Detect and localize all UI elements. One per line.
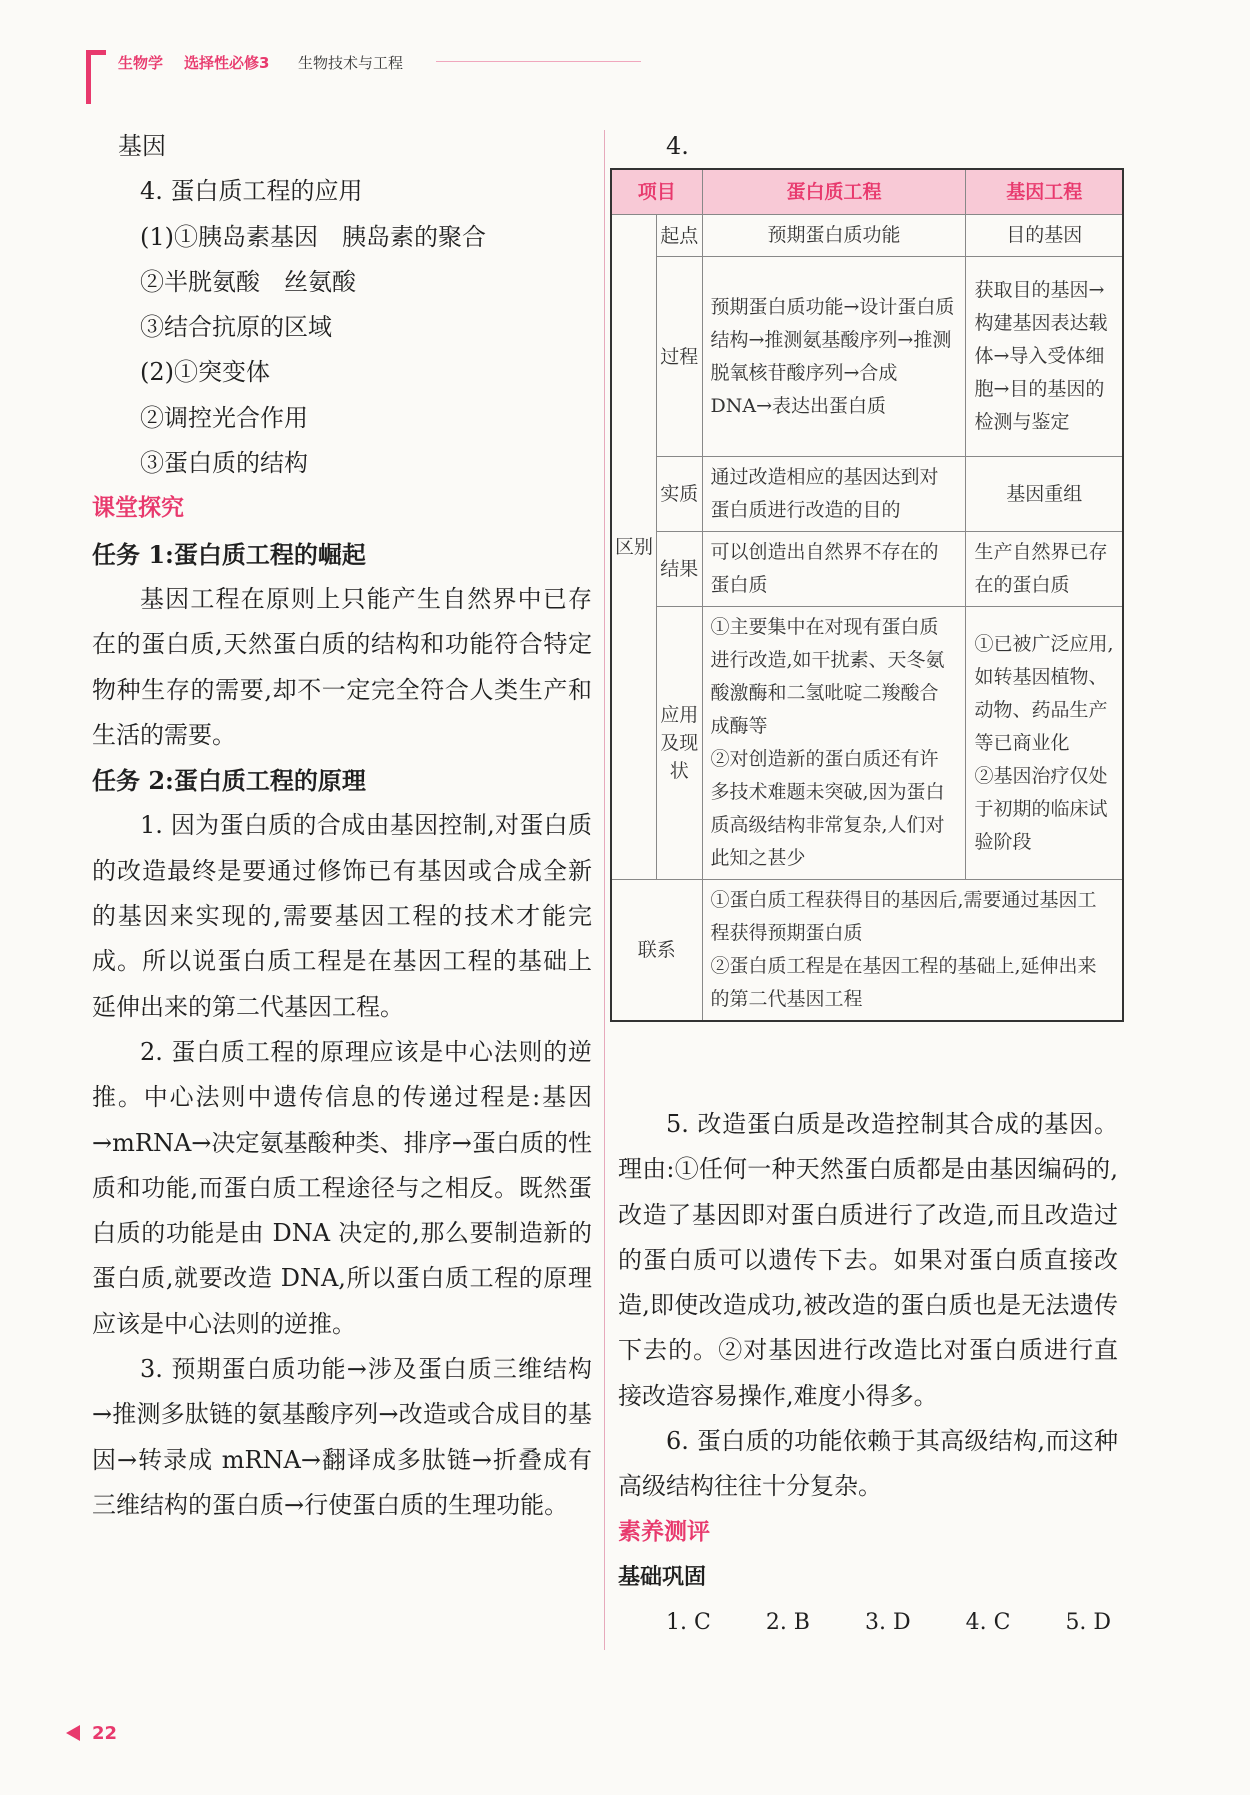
paragraph: 2. 蛋白质工程的原理应该是中心法则的逆推。中心法则中遗传信息的传递过程是:基因→mRNA→决定氨基酸种类、排序→蛋白质的性质和功能,而蛋白质工程途径与之相反。既然蛋白质的功能是由 DNA 决定的,那么要制造新的蛋白质,就要改造 DNA,所以蛋白质工程的原理应该是中心法则的逆推。 [92,1037,592,1338]
protein-cell: 预期蛋白质功能 [702,215,966,257]
text-line: (1)①胰岛素基因 胰岛素的聚合 [140,222,486,251]
table-row [611,532,1123,607]
protein-cell: 预期蛋白质功能→设计蛋白质结构→推测氨基酸序列→推测脱氧核苷酸序列→合成 DNA→表达出蛋白质 [702,257,966,457]
answer-item: 5. D [1065,1610,1112,1636]
header-accent-tick [86,50,106,55]
right-column [618,124,1118,169]
link-label: 联系 [611,880,702,1022]
answer-item: 1. C [666,1610,711,1636]
gene-cell: 基因重组 [966,457,1123,532]
right-column-lower [618,1102,1118,1646]
left-column [92,124,592,1528]
table-header-row [611,169,1123,215]
table-row [611,607,1123,880]
header-course: 选择性必修3 [184,54,270,72]
answer-item: 2. B [765,1610,810,1636]
section-heading: 素养测评 [618,1518,710,1545]
protein-cell: 可以创造出自然界不存在的蛋白质 [702,532,966,607]
page-marker-icon [66,1725,80,1741]
row-label: 结果 [657,532,703,607]
task-title: 任务 2:蛋白质工程的原理 [92,766,366,796]
protein-cell: 通过改造相应的基因达到对蛋白质进行改造的目的 [702,457,966,532]
comparison-table [610,168,1124,1022]
header-subject: 生物学 [118,54,164,72]
section-heading: 课堂探究 [92,495,184,522]
text-line: ③蛋白质的结构 [140,449,308,478]
page-number [66,1723,117,1744]
page-header [86,48,566,108]
protein-cell: ①主要集中在对现有蛋白质进行改造,如干扰素、天冬氨酸激酶和二氢吡啶二羧酸合成酶等 ②对创造新的蛋白质还有许多技术难题未突破,因为蛋白质高级结构非常复杂,人们对此知之甚少 [702,607,966,880]
gene-cell: ①已被广泛应用,如转基因植物、动物、药品生产等已商业化 ②基因治疗仅处于初期的临床试验阶段 [966,607,1123,880]
paragraph: 1. 因为蛋白质的合成由基因控制,对蛋白质的改造最终是要通过修饰已有基因或合成全新的基因来实现的,需要基因工程的技术才能完成。所以说蛋白质工程是在基因工程的基础上延伸出来的第二代基因工程。 [92,811,592,1021]
table-header-cell: 蛋白质工程 [702,169,966,215]
answer-list [618,1600,1118,1645]
gene-cell: 目的基因 [966,215,1123,257]
answer-item: 3. D [864,1610,911,1636]
paragraph: 3. 预期蛋白质功能→涉及蛋白质三维结构→推测多肽链的氨基酸序列→改造或合成目的基因→转录成 mRNA→翻译成多肽链→折叠成有三维结构的蛋白质→行使蛋白质的生理功能。 [92,1355,592,1519]
text-line: 基因 [118,132,166,160]
link-cell: ①蛋白质工程获得目的基因后,需要通过基因工程获得预期蛋白质 ②蛋白质工程是在基因工程的基础上,延伸出来的第二代基因工程 [702,880,1123,1022]
item-number: 4. [666,132,689,160]
group-label: 区别 [611,215,657,880]
table-row [611,215,1123,257]
text-line: (2)①突变体 [140,358,270,387]
table-row [611,257,1123,457]
column-divider [604,130,605,1650]
page-number-text: 22 [92,1723,118,1744]
header-topic: 生物技术与工程 [298,54,404,72]
row-label: 过程 [657,257,703,457]
row-label: 应用及现状 [657,607,703,880]
table-header-cell: 基因工程 [966,169,1123,215]
row-label: 实质 [657,457,703,532]
text-line: ②调控光合作用 [140,403,308,432]
row-label: 起点 [657,215,703,257]
text-line: ③结合抗原的区域 [140,313,332,342]
answer-item: 4. C [965,1610,1011,1636]
paragraph: 6. 蛋白质的功能依赖于其高级结构,而这种高级结构往往十分复杂。 [618,1427,1118,1501]
text-line: 4. 蛋白质工程的应用 [140,177,363,206]
table-row [611,457,1123,532]
header-accent-bar [86,50,91,104]
table-header-cell: 项目 [611,169,702,215]
header-rule [436,61,641,62]
text-line: ②半胱氨酸 丝氨酸 [140,267,356,296]
subheading: 基础巩固 [618,1564,707,1590]
gene-cell: 获取目的基因→构建基因表达载体→导入受体细胞→目的基因的检测与鉴定 [966,257,1123,457]
table-row [611,880,1123,1022]
task-title: 任务 1:蛋白质工程的崛起 [92,539,366,569]
gene-cell: 生产自然界已存在的蛋白质 [966,532,1123,607]
paragraph: 5. 改造蛋白质是改造控制其合成的基因。理由:①任何一种天然蛋白质都是由基因编码的,改造了基因即对蛋白质进行了改造,而且改造过的蛋白质可以遗传下去。如果对蛋白质直接改造,即使改造成功,被改造的蛋白质也是无法遗传下去的。②对基因进行改造比对蛋白质进行直接改造容易操作,难度小得多。 [618,1110,1118,1410]
paragraph: 基因工程在原则上只能产生自然界中已存在的蛋白质,天然蛋白质的结构和功能符合特定物种生存的需要,却不一定完全符合人类生产和生活的需要。 [92,584,592,749]
